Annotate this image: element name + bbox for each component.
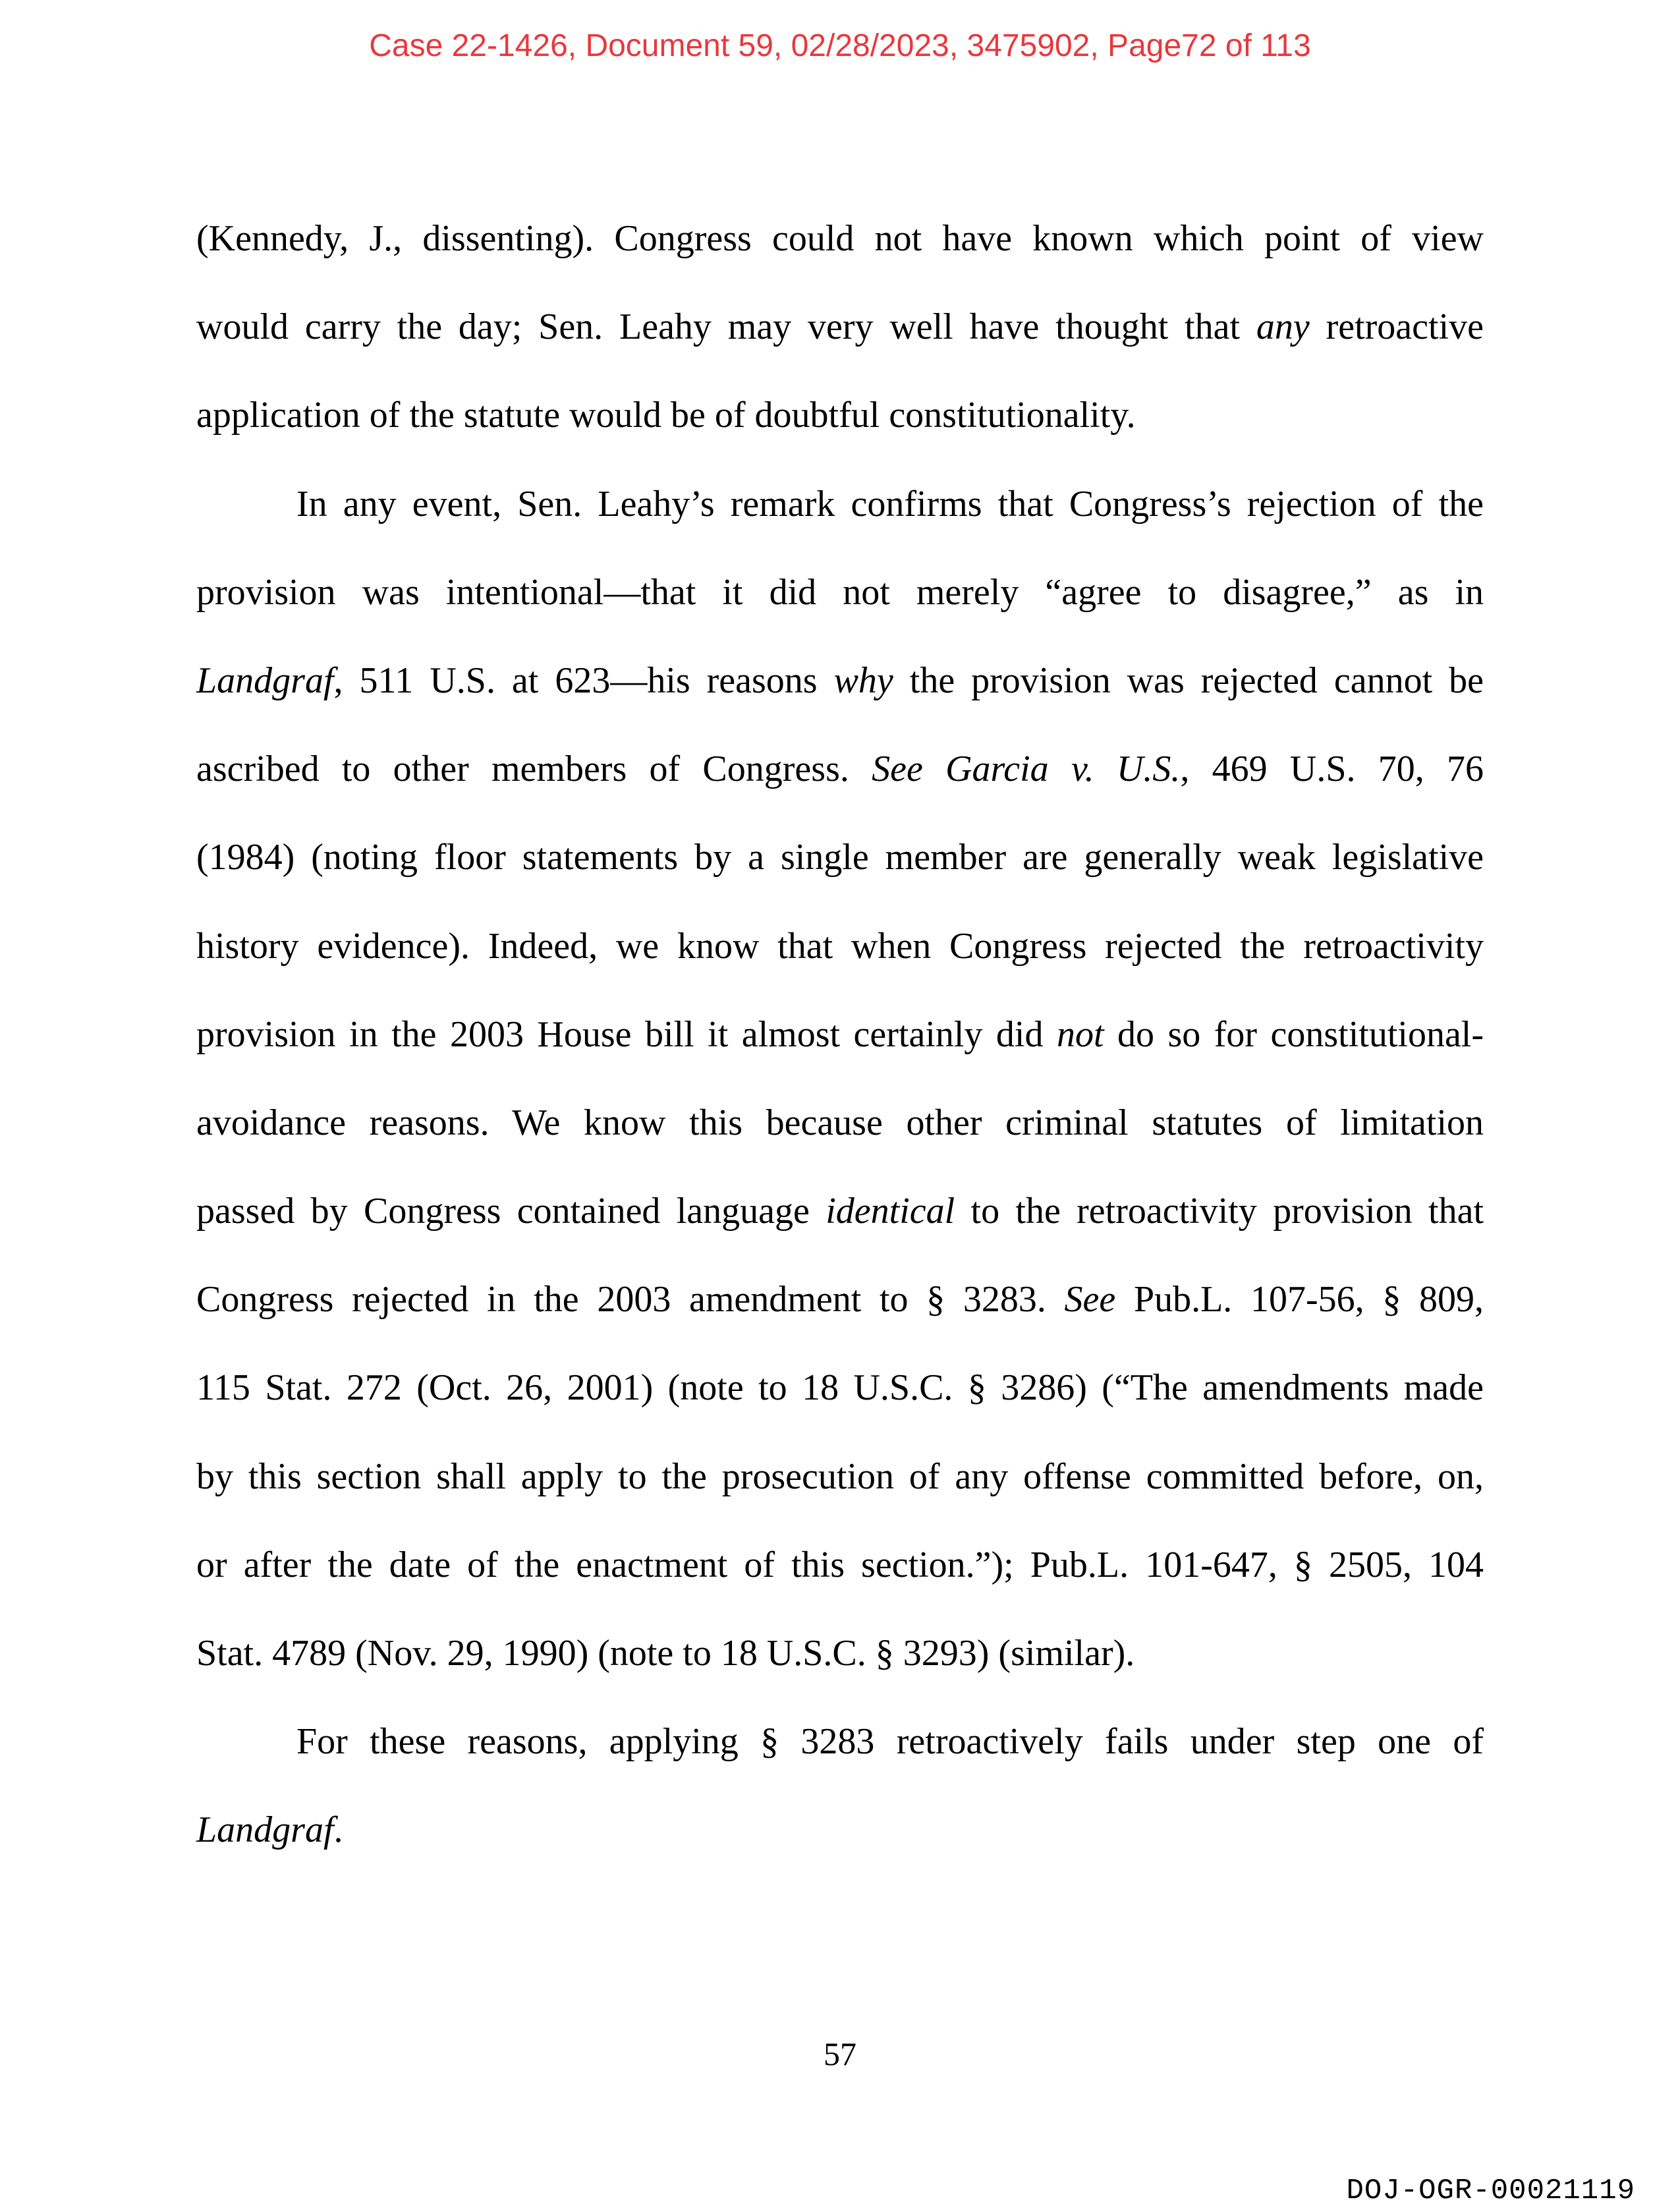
italic-text: See Garcia v. U.S. xyxy=(872,749,1181,790)
text-line xyxy=(196,637,1484,725)
text-segment: Congress rejected in the 2003 amendment to § 3283. xyxy=(196,1279,1065,1320)
text-line xyxy=(196,1344,1484,1432)
text-segment: provision in the 2003 House bill it almost certainly did xyxy=(196,1013,1057,1055)
italic-text: identical xyxy=(826,1191,955,1232)
text-segment: 115 Stat. 272 (Oct. 26, 2001) (note to 18 U.S.C. § 3286) (“The amendments made xyxy=(196,1367,1484,1409)
italic-text: Landgraf xyxy=(196,1809,334,1851)
bates-number: DOJ-OGR-00021119 xyxy=(1346,2174,1635,2207)
text-segment: application of the statute would be of doubtful constitutionality. xyxy=(196,395,1136,436)
text-segment: Pub.L. 107-56, § 809, xyxy=(1115,1279,1484,1320)
brief-body-text xyxy=(196,194,1484,1875)
text-line xyxy=(196,813,1484,901)
page-number: 57 xyxy=(824,2035,856,2072)
text-segment: passed by Congress contained language xyxy=(196,1191,826,1232)
text-line xyxy=(196,902,1484,990)
text-segment: Congress could not have known which point of view xyxy=(594,218,1484,259)
text-line xyxy=(196,460,1484,548)
text-segment: history evidence). Indeed, we know that when Congress rejected the retroactivity xyxy=(196,925,1484,967)
text-segment: by this section shall apply to the prosecution of any offense committed before, on, xyxy=(196,1456,1484,1497)
text-line xyxy=(196,1079,1484,1167)
italic-text: not xyxy=(1056,1013,1104,1055)
text-segment: For these reasons, applying § 3283 retroactively fails under step one of xyxy=(296,1721,1484,1763)
text-segment: (Kennedy, J., dissenting). xyxy=(196,218,594,259)
text-segment: to the retroactivity provision that xyxy=(955,1191,1484,1232)
text-line xyxy=(196,1609,1484,1697)
text-segment: or after the date of the enactment of this section.”); Pub.L. 101-647, § 2505, 104 xyxy=(196,1544,1484,1585)
text-line xyxy=(196,1432,1484,1521)
text-line xyxy=(196,990,1484,1079)
text-segment: , 511 U.S. at 623—his reasons xyxy=(333,660,834,701)
text-segment: , 469 U.S. 70, 76 xyxy=(1180,749,1484,790)
text-line xyxy=(196,725,1484,813)
text-line xyxy=(196,1167,1484,1255)
text-segment: ascribed to other members of Congress. xyxy=(196,749,872,790)
italic-text: any xyxy=(1256,306,1310,348)
text-line xyxy=(196,1786,1484,1874)
text-line xyxy=(196,1521,1484,1609)
case-header-stamp: Case 22-1426, Document 59, 02/28/2023, 3475902, Page72 of 113 xyxy=(369,28,1311,63)
text-segment: the provision was rejected cannot be xyxy=(893,660,1484,701)
text-line xyxy=(196,371,1484,459)
text-segment: would carry the day; Sen. Leahy may very well have thought that xyxy=(196,306,1256,348)
text-segment: retroactive xyxy=(1309,306,1484,348)
text-line xyxy=(196,194,1484,283)
text-segment: (1984) (noting floor statements by a single member are generally weak legislative xyxy=(196,837,1484,878)
italic-text: See xyxy=(1064,1279,1116,1320)
text-segment: . xyxy=(333,1809,343,1851)
text-segment: do so for constitutional- xyxy=(1104,1013,1484,1055)
text-line xyxy=(196,548,1484,637)
text-line xyxy=(196,1697,1484,1786)
italic-text: Landgraf xyxy=(196,660,334,701)
text-segment: avoidance reasons. We know this because other criminal statutes of limitation xyxy=(196,1102,1484,1143)
text-segment: provision was intentional—that it did not merely “agree to disagree,” as in xyxy=(196,571,1484,613)
text-segment: In any event, Sen. Leahy’s remark confirms that Congress’s rejection of the xyxy=(296,483,1484,525)
text-line xyxy=(196,1255,1484,1344)
italic-text: why xyxy=(833,660,893,701)
text-line xyxy=(196,283,1484,371)
text-segment: Stat. 4789 (Nov. 29, 1990) (note to 18 U.S.C. § 3293) (similar). xyxy=(196,1633,1135,1674)
